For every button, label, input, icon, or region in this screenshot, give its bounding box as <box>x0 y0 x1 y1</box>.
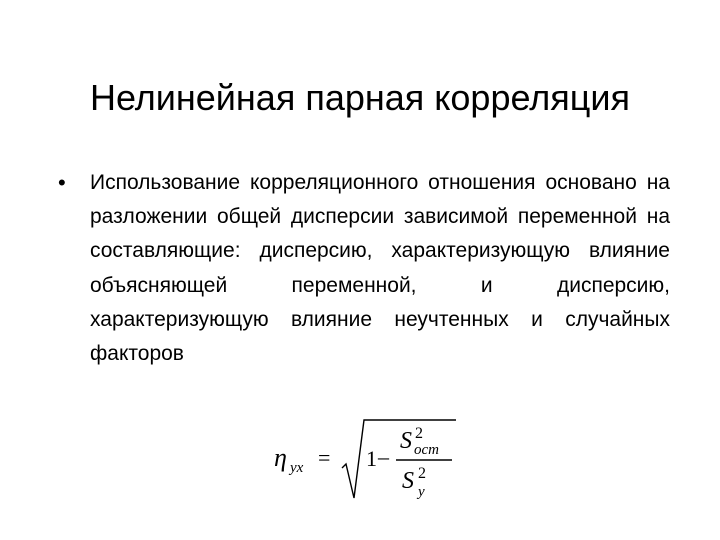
correlation-ratio-formula <box>270 412 460 512</box>
formula-one: 1 <box>366 446 377 471</box>
square-root-sign <box>342 420 456 498</box>
formula-minus: – <box>378 444 389 469</box>
formula-numerator-power: 2 <box>415 425 423 442</box>
formula-eta-subscript: yx <box>290 460 304 476</box>
slide-title: Нелинейная парная корреляция <box>89 77 631 118</box>
formula-numerator-subscript: ост <box>414 442 439 458</box>
formula-denominator-power: 2 <box>418 465 426 482</box>
bullet-marker: • <box>58 170 66 195</box>
formula-numerator-s: S <box>400 428 412 454</box>
bullet-text: Использование корреляционного отношения основано на разложении общей дисперсии зависимой переменной на составляющие: дисперсию, характеризующую влияние объясняющей переменной, и дисперсию, характеризующую влияние неучтенных и случайных факторов <box>90 171 670 366</box>
formula-denominator-subscript: y <box>418 484 425 500</box>
formula-denominator-s: S <box>402 468 414 494</box>
formula-eta-symbol: η <box>274 443 287 472</box>
formula-equals: = <box>318 445 331 470</box>
